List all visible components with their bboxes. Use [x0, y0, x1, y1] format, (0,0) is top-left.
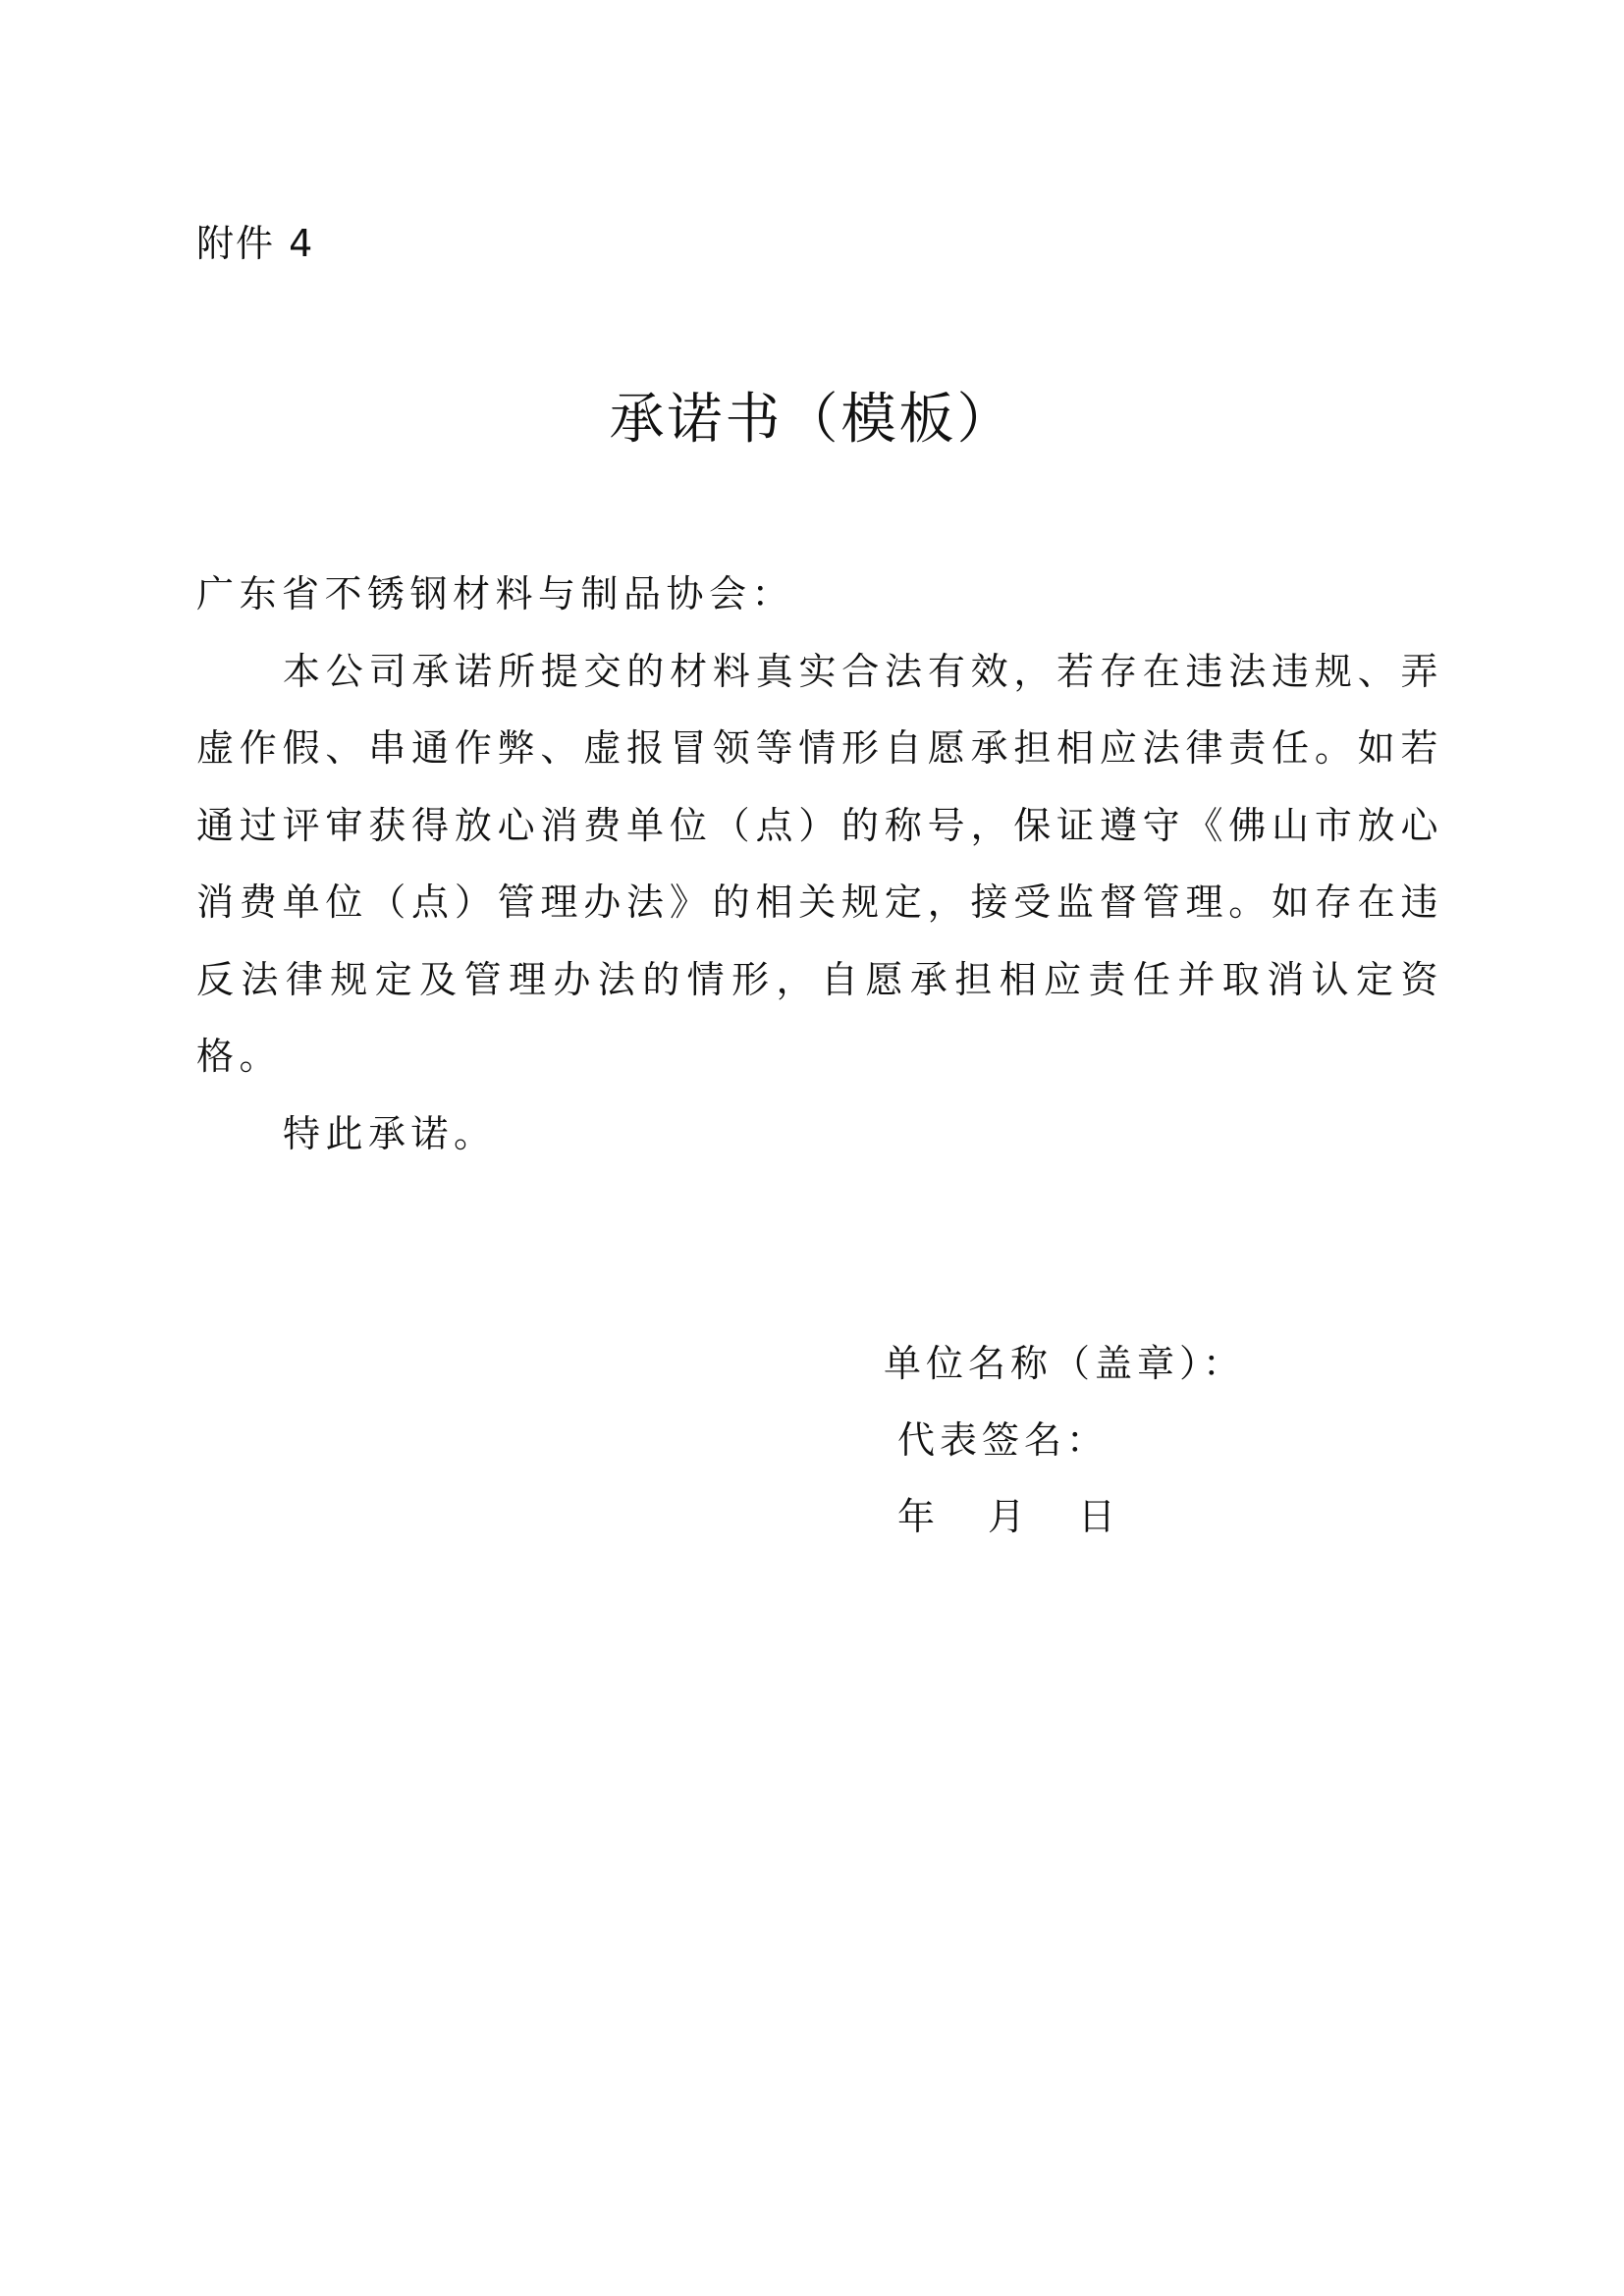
document-title: 承诺书（模板）	[609, 388, 1015, 452]
commitment-paragraph: 本公司承诺所提交的材料真实合法有效，若存在违法违规、弄虚作假、串通作弊、虚报冒领等情形自愿承担相应法律责任。如若通过评审获得放心消费单位（点）的称号，保证遵守《佛山市放心消费单位（点）管理办法》的相关规定，接受监督管理。如存在违反法律规定及管理办法的情形，自愿承担相应责任并取消认定资格。	[196, 649, 1443, 1078]
signature-block	[884, 1325, 1245, 1555]
unit-name-label: 单位名称（盖章）：	[884, 1342, 1246, 1385]
attachment-label: 附件 4	[196, 222, 315, 265]
date-day-label: 日	[1078, 1495, 1121, 1538]
date-year-label: 年	[897, 1495, 941, 1538]
closing-statement: 特此承诺。	[283, 1111, 497, 1155]
salutation: 广东省不锈钢材料与制品协会：	[196, 572, 795, 615]
date-line	[884, 1478, 1245, 1555]
date-month-label: 月	[988, 1495, 1031, 1538]
representative-signature-label: 代表签名：	[897, 1418, 1110, 1462]
document-body	[196, 556, 1443, 1172]
